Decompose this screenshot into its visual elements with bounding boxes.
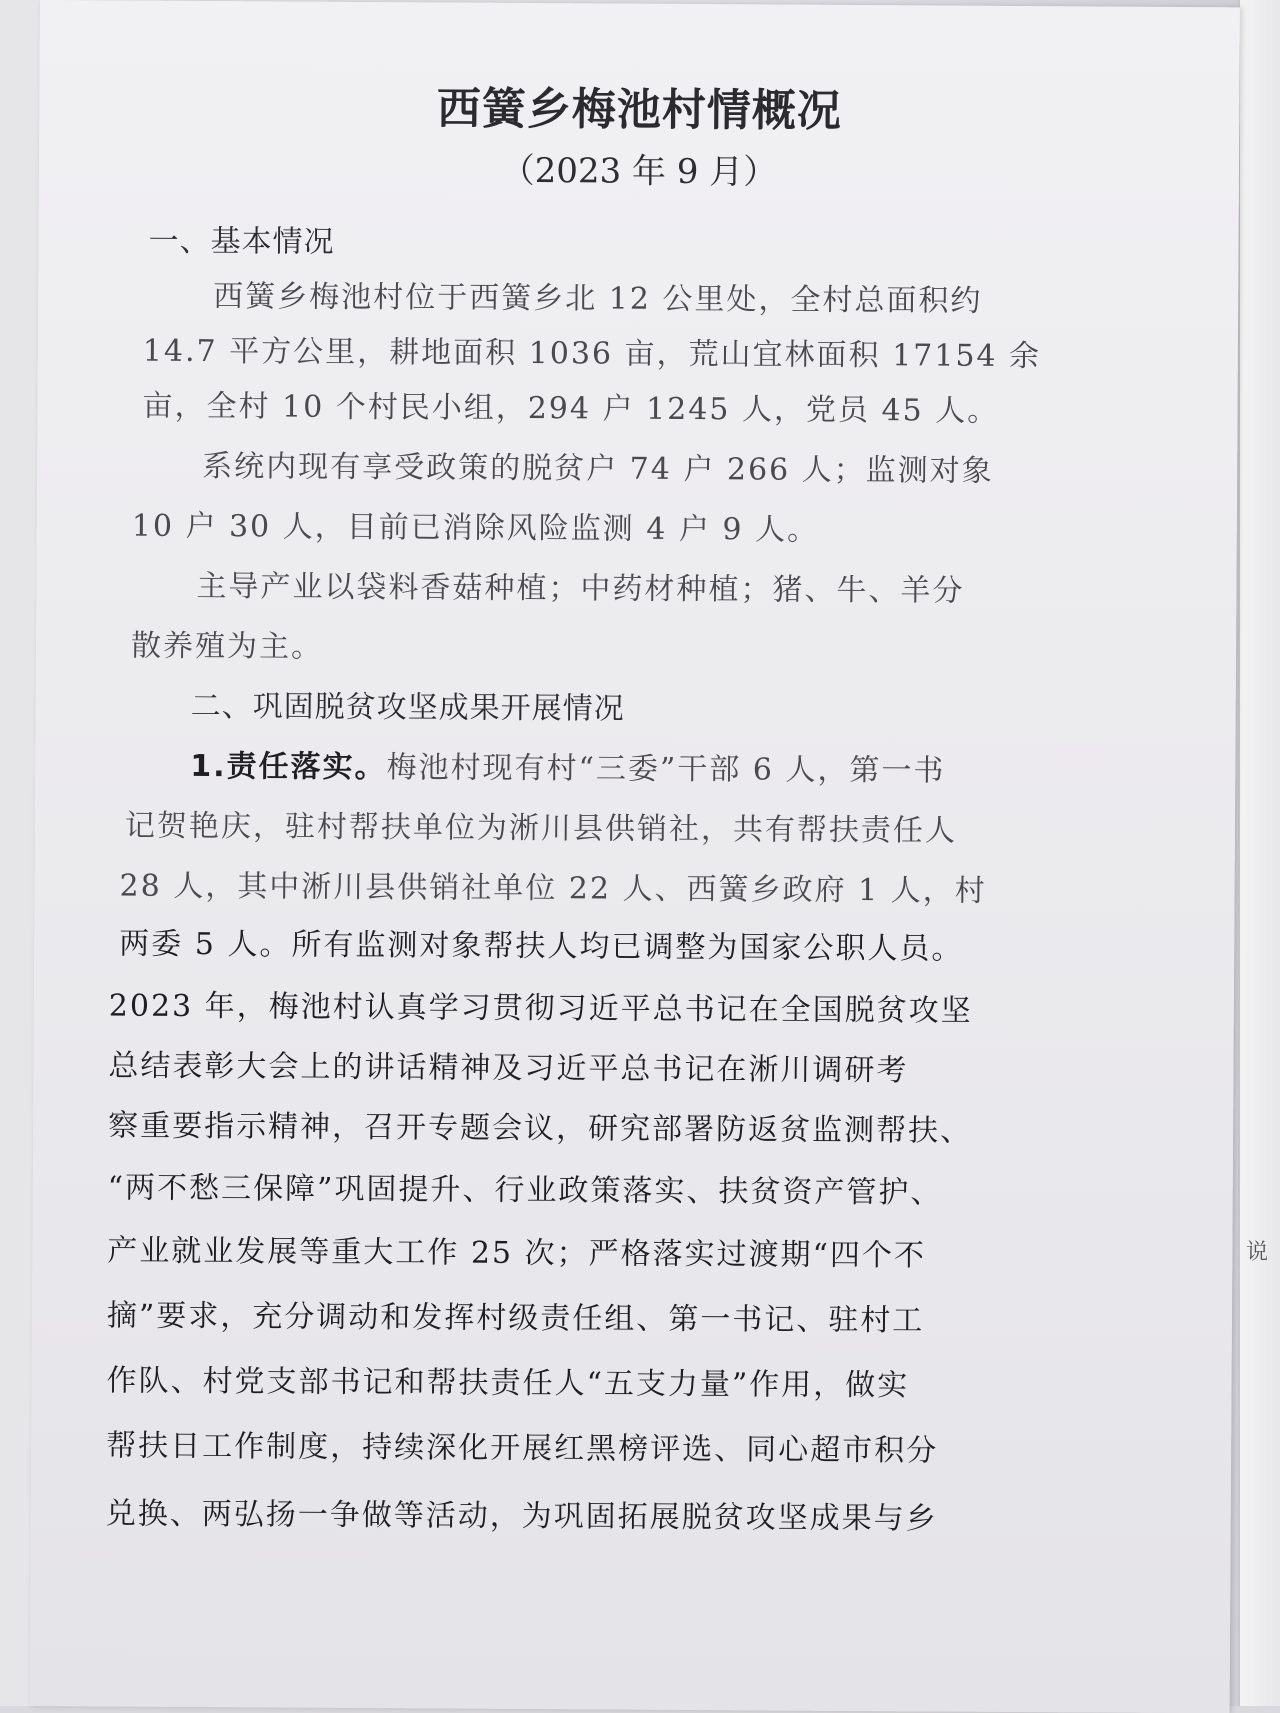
paragraph-line: 作队、村党支部书记和帮扶责任人“五支力量”作用，做实: [106, 1363, 910, 1404]
document-page: [30, 0, 1240, 1713]
section-1-heading: 一、基本情况: [148, 223, 335, 260]
subsection-label: 1.责任落实。: [190, 748, 387, 786]
subsection-text: 梅池村现有村“三委”干部 6 人，第一书: [386, 750, 946, 789]
paragraph-line: 兑换、两弘扬一争做等活动，为巩固拓展脱贫攻坚成果与乡: [105, 1496, 938, 1537]
paragraph-line: 10 户 30 人，目前已消除风险监测 4 户 9 人。: [131, 508, 820, 548]
edge-text: 说: [1246, 1240, 1269, 1265]
paragraph-line: 14.7 平方公里，耕地面积 1036 亩，荒山宜林面积 17154 余: [142, 333, 1042, 375]
paragraph-line: 西簧乡梅池村位于西簧乡北 12 公里处，全村总面积约: [213, 279, 983, 319]
paragraph-line: 系统内现有享受政策的脱贫户 74 户 266 人；监测对象: [202, 448, 994, 489]
paragraph-line: 摘”要求，充分调动和发挥村级责任组、第一书记、驻村工: [106, 1298, 925, 1339]
paragraph-line: 2023 年，梅池村认真学习贯彻习近平总书记在全国脱贫攻坚: [108, 988, 973, 1029]
paragraph-line: 产业就业发展等重大工作 25 次；严格落实过渡期“四个不: [107, 1233, 927, 1274]
page-subtitle: （2023 年 9 月）: [500, 150, 778, 193]
paragraph-line: [190, 741, 945, 790]
paragraph-line: 亩，全村 10 个村民小组，294 户 1245 人，党员 45 人。: [142, 388, 1000, 429]
paragraph-line: 两委 5 人。所有监测对象帮扶人均已调整为国家公职人员。: [119, 926, 964, 967]
underlying-page-edge: [1238, 0, 1280, 1706]
page-title: 西簧乡梅池村情概况: [436, 83, 842, 137]
paragraph-line: 帮扶日工作制度，持续深化开展红黑榜评选、同心超市积分: [106, 1428, 939, 1469]
paragraph-line: 主导产业以袋料香菇种植；中药材种植；猪、牛、羊分: [196, 568, 965, 609]
paragraph-line: 记贺艳庆，驻村帮扶单位为淅川县供销社，共有帮扶责任人: [124, 808, 958, 849]
paragraph-line: 察重要指示精神，召开专题会议，研究部署防返贫监测帮扶、: [108, 1108, 973, 1149]
paragraph-line: 散养殖为主。: [130, 628, 324, 665]
paragraph-line: 28 人，其中淅川县供销社单位 22 人、西簧乡政府 1 人，村: [119, 868, 987, 909]
paragraph-line: “两不愁三保障”巩固提升、行业政策落实、扶贫资产管护、: [107, 1170, 943, 1211]
section-2-heading: 二、巩固脱贫攻坚成果开展情况: [190, 688, 625, 727]
paragraph-line: 总结表彰大会上的讲话精神及习近平总书记在淅川调研考: [108, 1048, 909, 1089]
